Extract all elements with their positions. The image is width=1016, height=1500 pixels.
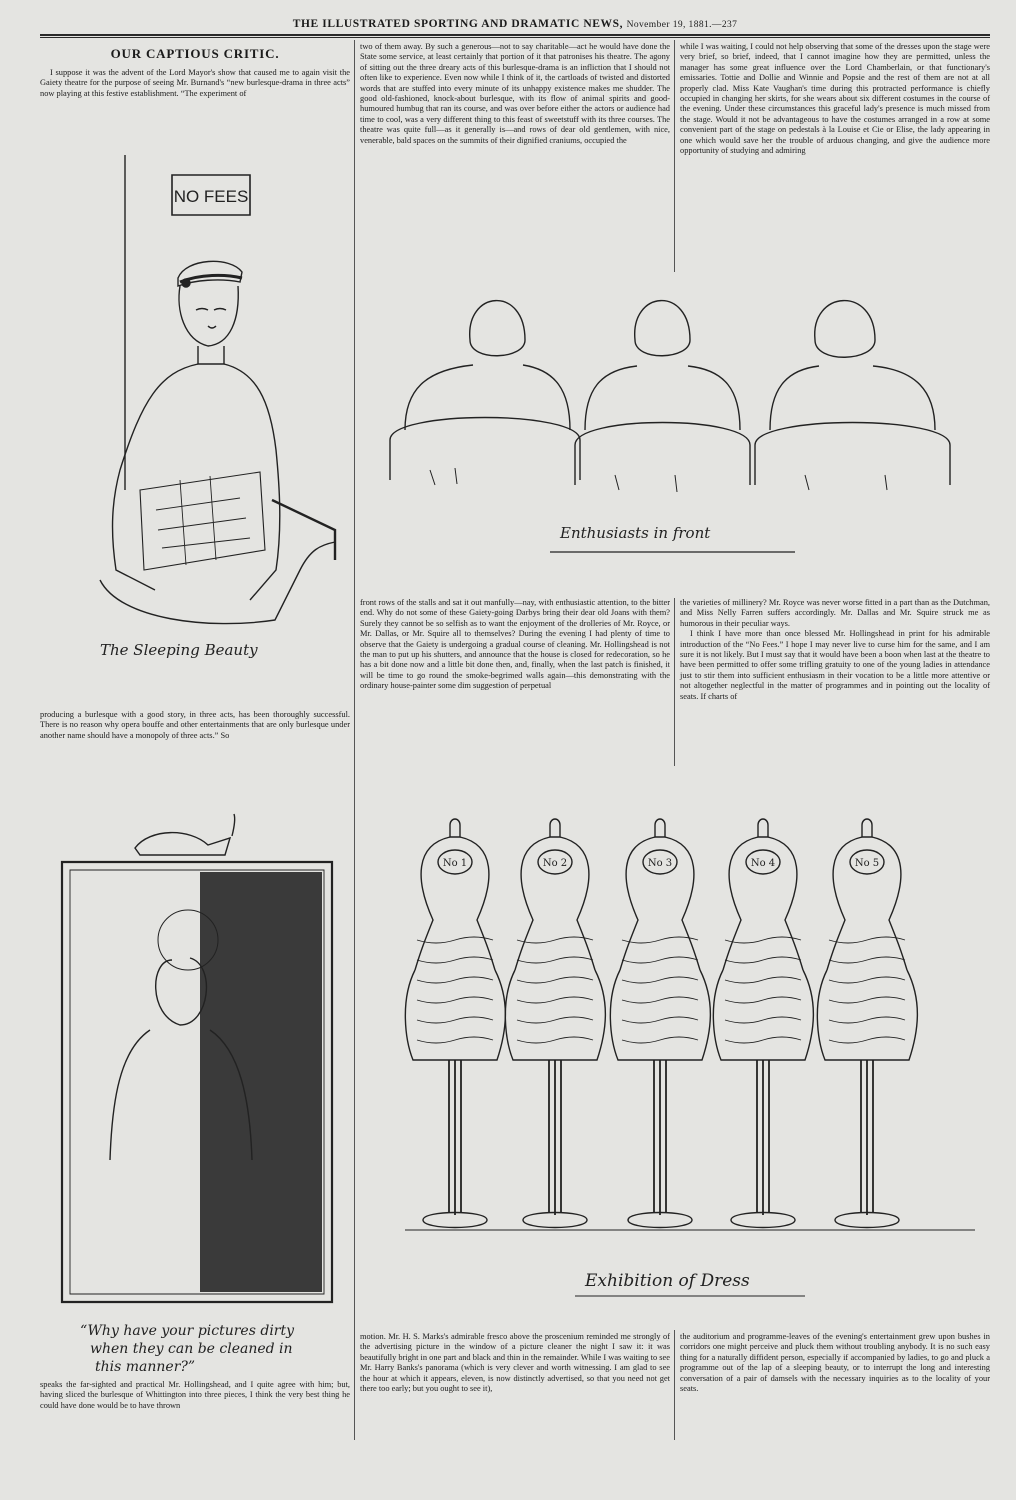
dress-stand-pole: [449, 1060, 461, 1215]
dress-bodice: [620, 837, 700, 970]
dress-bodice: [515, 837, 595, 970]
dress-neck-knob: [758, 819, 768, 837]
dress-stand-pole: [861, 1060, 873, 1215]
paragraph: the varieties of millinery? Mr. Royce was never worse fitted in a part than as the Dutchman, and Miss Nelly Farren suffers accordingly. Mr. Dallas and Mr. Squire struck me as humorous in their peculiar ways.: [680, 598, 990, 628]
face-outline: [179, 286, 238, 346]
dresses-caption: Exhibition of Dress: [585, 1271, 750, 1291]
sleeping-beauty-caption: The Sleeping Beauty: [100, 641, 258, 659]
dress-stand-pole: [757, 1060, 769, 1215]
spectator-left: [390, 301, 580, 480]
picture-caption-line2: when they can be cleaned in: [90, 1341, 293, 1357]
enthusiasts-illustration: [385, 270, 975, 560]
dress-skirt: [405, 970, 505, 1060]
dress-skirt: [505, 970, 605, 1060]
dress-neck-knob: [862, 819, 872, 837]
exhibition-of-dress-illustration: [385, 800, 985, 1320]
col2-mid-text: [360, 598, 670, 692]
column-divider-2-mid: [674, 598, 675, 766]
paragraph: I think I have more than once blessed Mr. Hollingshead in print for his admirable introduction of the “No Fees.” I hope I may never live to curse him for the same, and I am sure it is not likely. But I must say that it would have been a boon when last at the theatre to have been permitted to offer some trifling gratuity to one of the young ladies in attendance just to stir them into sufficient enthusiasm in their vocation to be a little more attentive or not altogether neglectful in the matter of programmes and in pointing out the locality of seats. If charts of: [680, 629, 990, 701]
paragraph: two of them away. By such a generous—not to say charitable—act he would have done the State some service, at least certainly that portion of it that patronises his theatre. The agony of sitting out the three dreary acts of this burlesque-drama is an infliction that I should not often like to experience. Even now while I think of it, the cartloads of twisted and distorted words that are stuffed into every minute of its unhappy existence makes me shudder. The good old-fashioned, knock-about burlesque, with its flow of animal spirits and good-humoured humbug that ran its course, and was over before either the actors or audience had time to cool, was a very different thing to this feast of sweetstuff with its three courses. The theatre was quite full—as it generally is—and rows of dear old gentlemen, with nice, venerable, bald spaces on the summits of their dignified craniums, occupied the: [360, 42, 670, 145]
no-fees-sign-text: NO FEES: [173, 187, 249, 206]
mouth: [208, 326, 216, 328]
publication-name: THE ILLUSTRATED SPORTING AND DRAMATIC NEWS,: [292, 18, 624, 30]
col3-bottom-text: [680, 1332, 990, 1394]
col2-bottom-text: [360, 1332, 670, 1394]
closed-eyes: [196, 309, 226, 311]
picture-caption-line1: “Why have your pictures dirty: [80, 1323, 295, 1339]
dress-skirt: [713, 970, 813, 1060]
dress-trim-lines: [829, 937, 905, 1043]
dress-trim-lines: [417, 937, 493, 1043]
dress-neck-knob: [550, 819, 560, 837]
dress-label-text: No 5: [854, 858, 880, 869]
column-divider-2-bottom: [674, 1330, 675, 1440]
collar: [198, 346, 224, 364]
column-divider-1: [354, 40, 355, 1440]
spectator-right: [755, 301, 950, 485]
dress-trim-lines: [725, 937, 801, 1043]
paragraph: while I was waiting, I could not help observing that some of the dresses upon the stage were very brief, so brief, indeed, that I cannot imagine how they are permitted, unless the manager has some great influence over the Lord Chamberlain, or that functionary's emissaries. Tottie and Dollie and Winnie and Popsie and the rest of them are not at all properly clad. Miss Kate Vaughan's time during this protracted performance is chiefly occupied in changing her skirts, for she wears about six different costumes in the course of the evening. Under these circumstances this graceful lady's presence is much missed from the stage. Would it not be advantageous to have the costumes arranged in a row at some convenient part of the stage on pedestals à la Louise et Cie or Elise, the lady appearing in one which would save her the trouble of arduous changing, and give the audience more opportunity of studying and admiring: [680, 42, 990, 156]
paragraph: front rows of the stalls and sat it out manfully—nay, with enthusiastic attention, to the bitter end. Why do not some of these Gaiety-going Darbys bring their dear old Joans with them? Surely they cannot be so selfish as to want the enjoyment of the drolleries of Mr. Royce, or Mr. Dallas, or Mr. Squire all to themselves? During the evening I had plenty of time to observe that the Gaiety is undergoing a gradual course of cleaning. Mr. Hollingshead is not the man to put up his shutters, and announce that the house is closed for redecoration, so he has a bit done now and a little bit done then, and, finally, when the last patch is finished, it will be time to go round the smoke-begrimed walls again—this demonstrating with the ordinary house-painter some dim suggestion of perpetual: [360, 598, 670, 691]
col1-top-text: [40, 68, 350, 99]
paragraph: the auditorium and programme-leaves of the evening's entertainment grew upon bushes in corridors one might perceive and pluck them without troubling anybody. It is no such easy thing for a naturally diffident person, especially if accompanied by ladies, to go and pluck a programme out of the lap of a sleeping beauty, or to interrupt the long and interesting conversation of a pair of damsels with the necessary inquiries as to the locality of your seats.: [680, 1332, 990, 1394]
article-title: OUR CAPTIOUS CRITIC.: [110, 46, 280, 61]
dress-form-1: [405, 819, 505, 1228]
col3-top-text: [680, 42, 990, 156]
skirt-outline: [100, 542, 335, 624]
picture-cleaner-illustration: [40, 800, 340, 1380]
dress-neck-knob: [450, 819, 460, 837]
lamp-flame: [232, 814, 235, 836]
oil-lamp-icon: [135, 833, 230, 855]
dress-stand-pole: [549, 1060, 561, 1215]
dress-label-text: No 3: [647, 858, 673, 869]
dress-label-text: No 2: [542, 858, 568, 869]
seat-shadow: [272, 500, 335, 560]
paragraph: I suppose it was the advent of the Lord Mayor's show that caused me to again visit the Gaiety theatre for the purpose of seeing Mr. Burnand's “new burlesque-drama in three acts” now playing at this festive establishment. “The experiment of: [40, 68, 350, 98]
dress-form-5: [817, 819, 917, 1228]
programmes-in-lap: [140, 472, 265, 570]
running-header: [40, 18, 990, 30]
dress-neck-knob: [655, 819, 665, 837]
dirty-half: [200, 872, 322, 1292]
dress-bodice: [415, 837, 495, 970]
header-rule: [40, 34, 990, 36]
col2-top-text: [360, 42, 670, 146]
dress-label-text: No 1: [442, 858, 468, 869]
dress-form-2: [505, 819, 605, 1228]
programme-folds: [156, 476, 250, 565]
dress-form-3: [610, 819, 710, 1228]
picture-caption-line3: this manner?”: [95, 1359, 196, 1375]
dress-bodice: [827, 837, 907, 970]
sleeping-beauty-illustration: [60, 150, 350, 670]
dress-skirt: [610, 970, 710, 1060]
right-arm: [224, 364, 280, 600]
hat-bow: [182, 279, 190, 287]
col1-mid-text: [40, 710, 350, 741]
dress-stand-pole: [654, 1060, 666, 1215]
spectator-middle: [575, 301, 750, 485]
dress-form-4: [713, 819, 813, 1228]
date-and-page: November 19, 1881.—237: [626, 20, 738, 30]
dress-trim-lines: [622, 937, 698, 1043]
dress-label-text: No 4: [750, 858, 776, 869]
dress-trim-lines: [517, 937, 593, 1043]
col1-bottom-text: [40, 1380, 350, 1411]
column-divider-2-top: [674, 40, 675, 272]
paragraph: speaks the far-sighted and practical Mr. Hollingshead, and I quite agree with him; but, having sliced the burlesque of Whittington into three pieces, I think the very best thing he could have done would be to have thrown: [40, 1380, 350, 1410]
paragraph: motion. Mr. H. S. Marks's admirable fresco above the proscenium reminded me strongly of the advertising picture in the window of a picture cleaner the night I saw it: it was beautifully bright in one part and black and thin in the remainder. While I was waiting to see Mr. Harry Banks's panorama (which is very clever and worth witnessing. I am glad to see the hour at which it appears, eleven, is now distinctly advertised, so that you need not get there too early; but you ought to see it),: [360, 1332, 670, 1394]
header-rule-thin: [40, 37, 990, 38]
dress-bodice: [723, 837, 803, 970]
seat-shading: [430, 468, 887, 492]
col3-mid-text: [680, 598, 990, 702]
dress-skirt: [817, 970, 917, 1060]
enthusiasts-caption: Enthusiasts in front: [560, 524, 711, 542]
paragraph: producing a burlesque with a good story, in three acts, has been thoroughly successful. There is no reason why opera bouffe and other entertainments that are only burlesque under another name should have a monopoly of three acts.” So: [40, 710, 350, 740]
